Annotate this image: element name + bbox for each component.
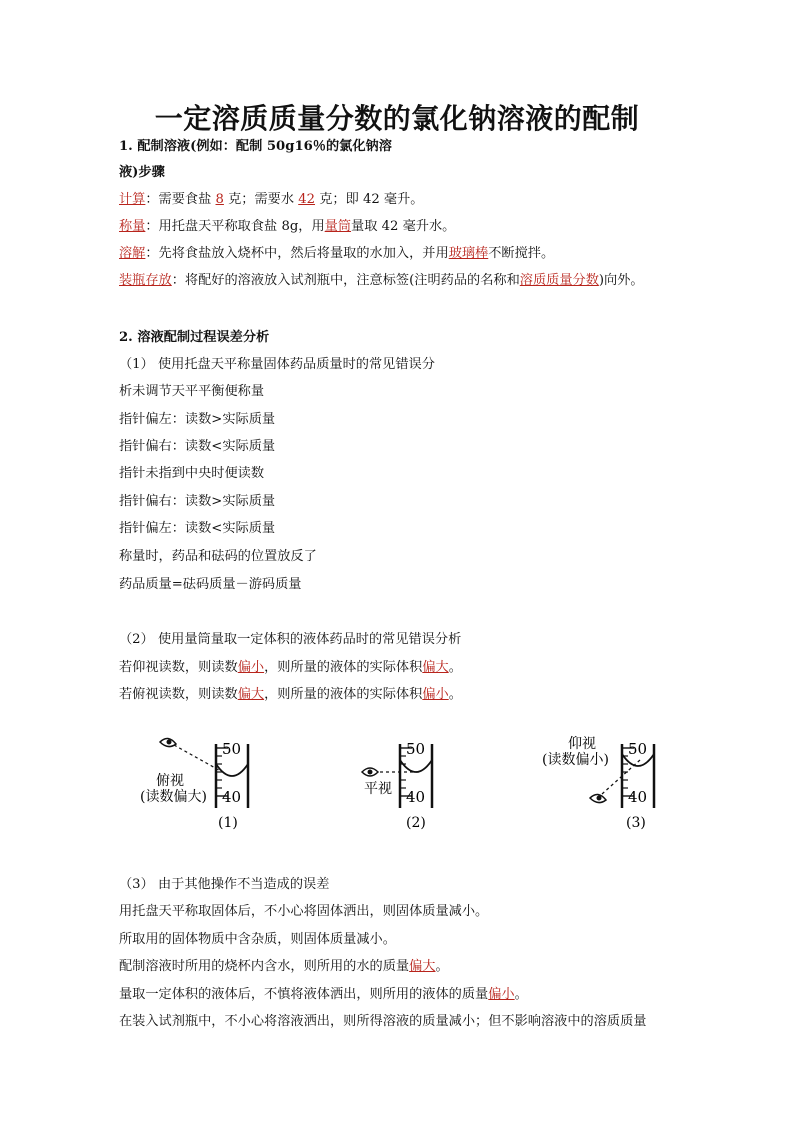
step-text: 克；即 42 毫升。 bbox=[315, 192, 424, 207]
list-item: 用托盘天平称取固体后，不小心将固体洒出，则固体质量减小。 bbox=[119, 904, 489, 919]
step-weigh-label: 称量 bbox=[119, 219, 146, 234]
section2-heading: 2. 溶液配制过程误差分析 bbox=[119, 330, 270, 345]
scale-label-top: 50 bbox=[628, 740, 648, 758]
list-item: 指针偏右：读数>实际质量 bbox=[119, 494, 276, 509]
meniscus bbox=[400, 760, 432, 772]
step-dissolve-label: 溶解 bbox=[119, 246, 146, 261]
item-text: 。 bbox=[435, 959, 449, 974]
view-note: (读数偏大) bbox=[140, 789, 207, 805]
scale-label-top: 50 bbox=[222, 740, 242, 758]
step-calculate-label: 计算 bbox=[119, 192, 146, 207]
step-weigh bbox=[119, 218, 455, 236]
rule-text: 。 bbox=[448, 660, 462, 675]
view-label: 平视 bbox=[364, 781, 392, 797]
mass-fraction-term: 溶质质量分数 bbox=[519, 273, 599, 288]
step-store bbox=[119, 272, 644, 290]
view-label: 俯视 bbox=[156, 773, 184, 789]
look-up-rule bbox=[119, 659, 462, 677]
rule-text: 。 bbox=[448, 687, 462, 702]
view-note: (读数偏小) bbox=[542, 752, 609, 768]
list-item: 指针偏左：读数<实际质量 bbox=[119, 521, 276, 536]
rule-text: ，则所量的液体的实际体积 bbox=[264, 660, 423, 675]
measuring-cylinder-term: 量筒 bbox=[324, 219, 352, 234]
list-item: 称量时，药品和砝码的位置放反了 bbox=[119, 549, 317, 564]
reading-large: 偏大 bbox=[237, 687, 265, 702]
step-text: 不断搅拌。 bbox=[488, 246, 555, 261]
rule-text: 若俯视读数，则读数 bbox=[119, 687, 238, 702]
step-text: ：用托盘天平称取食盐 8g，用 bbox=[145, 219, 325, 234]
step-text: ：需要食盐 bbox=[145, 192, 216, 207]
item-text: 配制溶液时所用的烧杯内含水，则所用的水的质量 bbox=[119, 959, 410, 974]
section1-heading-cont: 液)步骤 bbox=[119, 165, 165, 180]
figure-caption: (3) bbox=[626, 815, 646, 831]
step-text: 克；需要水 bbox=[223, 192, 299, 207]
list-item: 析未调节天平平衡便称量 bbox=[119, 384, 265, 399]
list-item: 药品质量=砝码质量－游码质量 bbox=[119, 577, 302, 592]
figure-caption: (1) bbox=[218, 815, 238, 831]
water-mass-large: 偏大 bbox=[409, 959, 436, 974]
section1-heading: 1. 配制溶液(例如：配制 50g16％的氯化钠溶 bbox=[119, 139, 392, 154]
salt-amount: 8 bbox=[215, 192, 224, 207]
volume-large: 偏大 bbox=[422, 660, 449, 675]
list-item: 所取用的固体物质中含杂质，则固体质量减小。 bbox=[119, 932, 396, 947]
cylinder-diagram-1 bbox=[130, 730, 270, 840]
eye-icon bbox=[362, 768, 378, 776]
subsection1-heading: （1） 使用托盘天平称量固体药品质量时的常见错误分 bbox=[119, 357, 435, 372]
subsection3-heading: （3） 由于其他操作不当造成的误差 bbox=[119, 877, 330, 892]
list-item bbox=[119, 986, 528, 1004]
step-calculate bbox=[119, 191, 424, 209]
list-item: 指针未指到中央时便读数 bbox=[119, 466, 265, 481]
subsection2-heading: （2） 使用量筒量取一定体积的液体药品时的常见错误分析 bbox=[119, 632, 462, 647]
scale-label-bottom: 40 bbox=[222, 788, 242, 806]
scale-label-bottom: 40 bbox=[628, 788, 648, 806]
list-item: 指针偏右：读数<实际质量 bbox=[119, 439, 276, 454]
rule-text: 若仰视读数，则读数 bbox=[119, 660, 238, 675]
cylinder-diagram-2 bbox=[354, 730, 454, 840]
page-title: 一定溶质质量分数的氯化钠溶液的配制 bbox=[154, 102, 640, 135]
meniscus bbox=[216, 764, 248, 776]
eye-icon bbox=[590, 794, 606, 802]
glass-rod-term: 玻璃棒 bbox=[448, 246, 489, 261]
figure-level bbox=[354, 730, 454, 844]
view-label: 仰视 bbox=[568, 736, 596, 752]
step-dissolve bbox=[119, 245, 554, 263]
step-store-label: 装瓶存放 bbox=[119, 273, 172, 288]
cylinder-diagram-3 bbox=[532, 730, 672, 840]
figure-look-up bbox=[532, 730, 672, 844]
figure-caption: (2) bbox=[406, 815, 426, 831]
list-item: 指针偏左：读数>实际质量 bbox=[119, 412, 276, 427]
list-item: 在装入试剂瓶中，不小心将溶液洒出，则所得溶液的质量减小；但不影响溶液中的溶质质量 bbox=[119, 1014, 647, 1029]
figure-look-down bbox=[130, 730, 270, 844]
liquid-mass-small: 偏小 bbox=[488, 987, 515, 1002]
step-text: ：将配好的溶液放入试剂瓶中，注意标签(注明药品的名称和 bbox=[171, 273, 520, 288]
item-text: 量取一定体积的液体后，不慎将液体洒出，则所用的液体的质量 bbox=[119, 987, 489, 1002]
scale-label-bottom: 40 bbox=[406, 788, 426, 806]
look-down-rule bbox=[119, 686, 462, 704]
sight-line bbox=[174, 745, 226, 774]
step-text: ：先将食盐放入烧杯中，然后将量取的水加入，并用 bbox=[145, 246, 449, 261]
item-text: 。 bbox=[514, 987, 528, 1002]
reading-small: 偏小 bbox=[237, 660, 265, 675]
scale-label-top: 50 bbox=[406, 740, 426, 758]
water-amount: 42 bbox=[298, 192, 316, 207]
list-item bbox=[119, 958, 449, 976]
step-text: )向外。 bbox=[598, 273, 644, 288]
eye-icon bbox=[160, 738, 176, 746]
volume-small: 偏小 bbox=[422, 687, 449, 702]
step-text: 量取 42 毫升水。 bbox=[351, 219, 456, 234]
rule-text: ，则所量的液体的实际体积 bbox=[264, 687, 423, 702]
